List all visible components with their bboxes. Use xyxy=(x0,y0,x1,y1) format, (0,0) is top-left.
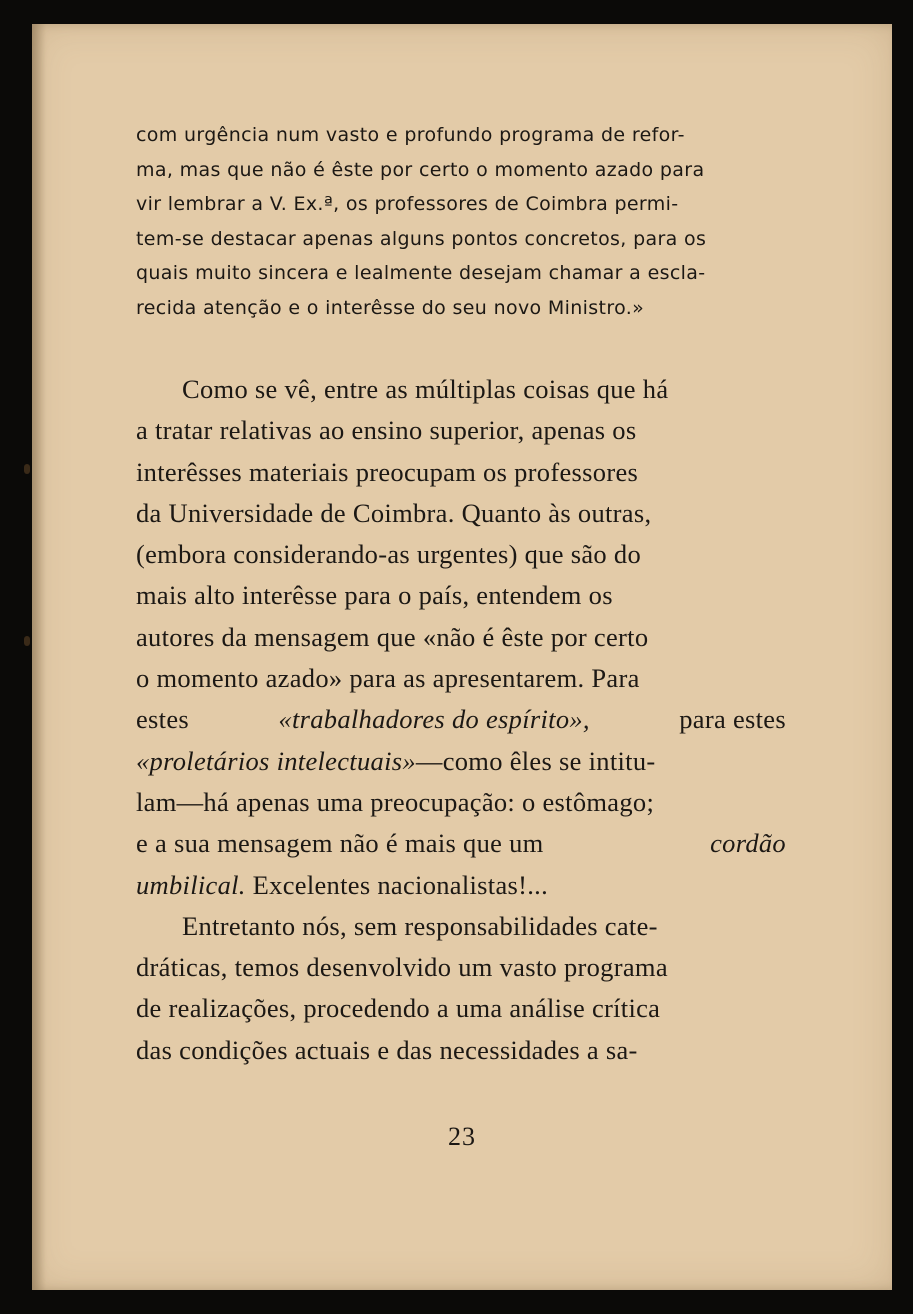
intro-line: tem-se destacar apenas alguns pontos concretos, para os xyxy=(136,227,707,250)
body-line: e a sua mensagem não é mais que um cordão xyxy=(136,823,786,864)
italic-phrase: umbilical. xyxy=(136,869,246,900)
page-number: 23 xyxy=(448,1122,476,1151)
body-line: umbilical. Excelentes nacionalistas!... xyxy=(136,869,549,900)
body-line: da Universidade de Coimbra. Quanto às outras, xyxy=(136,497,652,528)
body-line: (embora considerando-as urgentes) que são do xyxy=(136,539,642,570)
intro-line: ma, mas que não é êste por certo o momento azado para xyxy=(136,158,705,181)
quoted-paragraph xyxy=(136,118,786,326)
book-page xyxy=(32,24,892,1290)
body-line: Como se vê, entre as múltiplas coisas que há xyxy=(182,374,669,404)
body-line: Entretanto nós, sem responsabilidades cate- xyxy=(182,910,658,941)
body-line: a tratar relativas ao ensino superior, apenas os xyxy=(136,415,637,446)
body-line: das condições actuais e das necessidades a sa- xyxy=(136,1034,638,1065)
body-line: de realizações, procedendo a uma análise crítica xyxy=(136,993,661,1024)
intro-line: quais muito sincera e lealmente desejam chamar a escla- xyxy=(136,262,706,285)
body-line: mais alto interêsse para o país, entendem os xyxy=(136,580,613,611)
body-line: lam—há apenas uma preocupação: o estômago; xyxy=(136,786,655,817)
italic-phrase: «proletários intelectuais» xyxy=(136,745,416,776)
intro-line: vir lembrar a V. Ex.ª, os professores de Coimbra permi- xyxy=(136,193,679,216)
italic-phrase: «trabalhadores do espírito», xyxy=(278,704,590,735)
italic-phrase: cordão xyxy=(710,828,786,859)
body-line: «proletários intelectuais»—como êles se intitu- xyxy=(136,745,656,776)
intro-line: recida atenção e o interêsse do seu novo Ministro.» xyxy=(136,296,645,319)
body-line: dráticas, temos desenvolvido um vasto programa xyxy=(136,952,668,983)
body-line: estes «trabalhadores do espírito», para estes xyxy=(136,699,786,740)
margin-mark xyxy=(24,636,30,646)
body-line: interêsses materiais preocupam os professores xyxy=(136,456,639,487)
intro-line: com urgência num vasto e profundo programa de refor- xyxy=(136,124,685,146)
body-line: o momento azado» para as apresentarem. Para xyxy=(136,663,640,694)
body-line: autores da mensagem que «não é êste por certo xyxy=(136,621,649,652)
margin-mark xyxy=(24,464,30,474)
main-text xyxy=(136,369,786,1071)
